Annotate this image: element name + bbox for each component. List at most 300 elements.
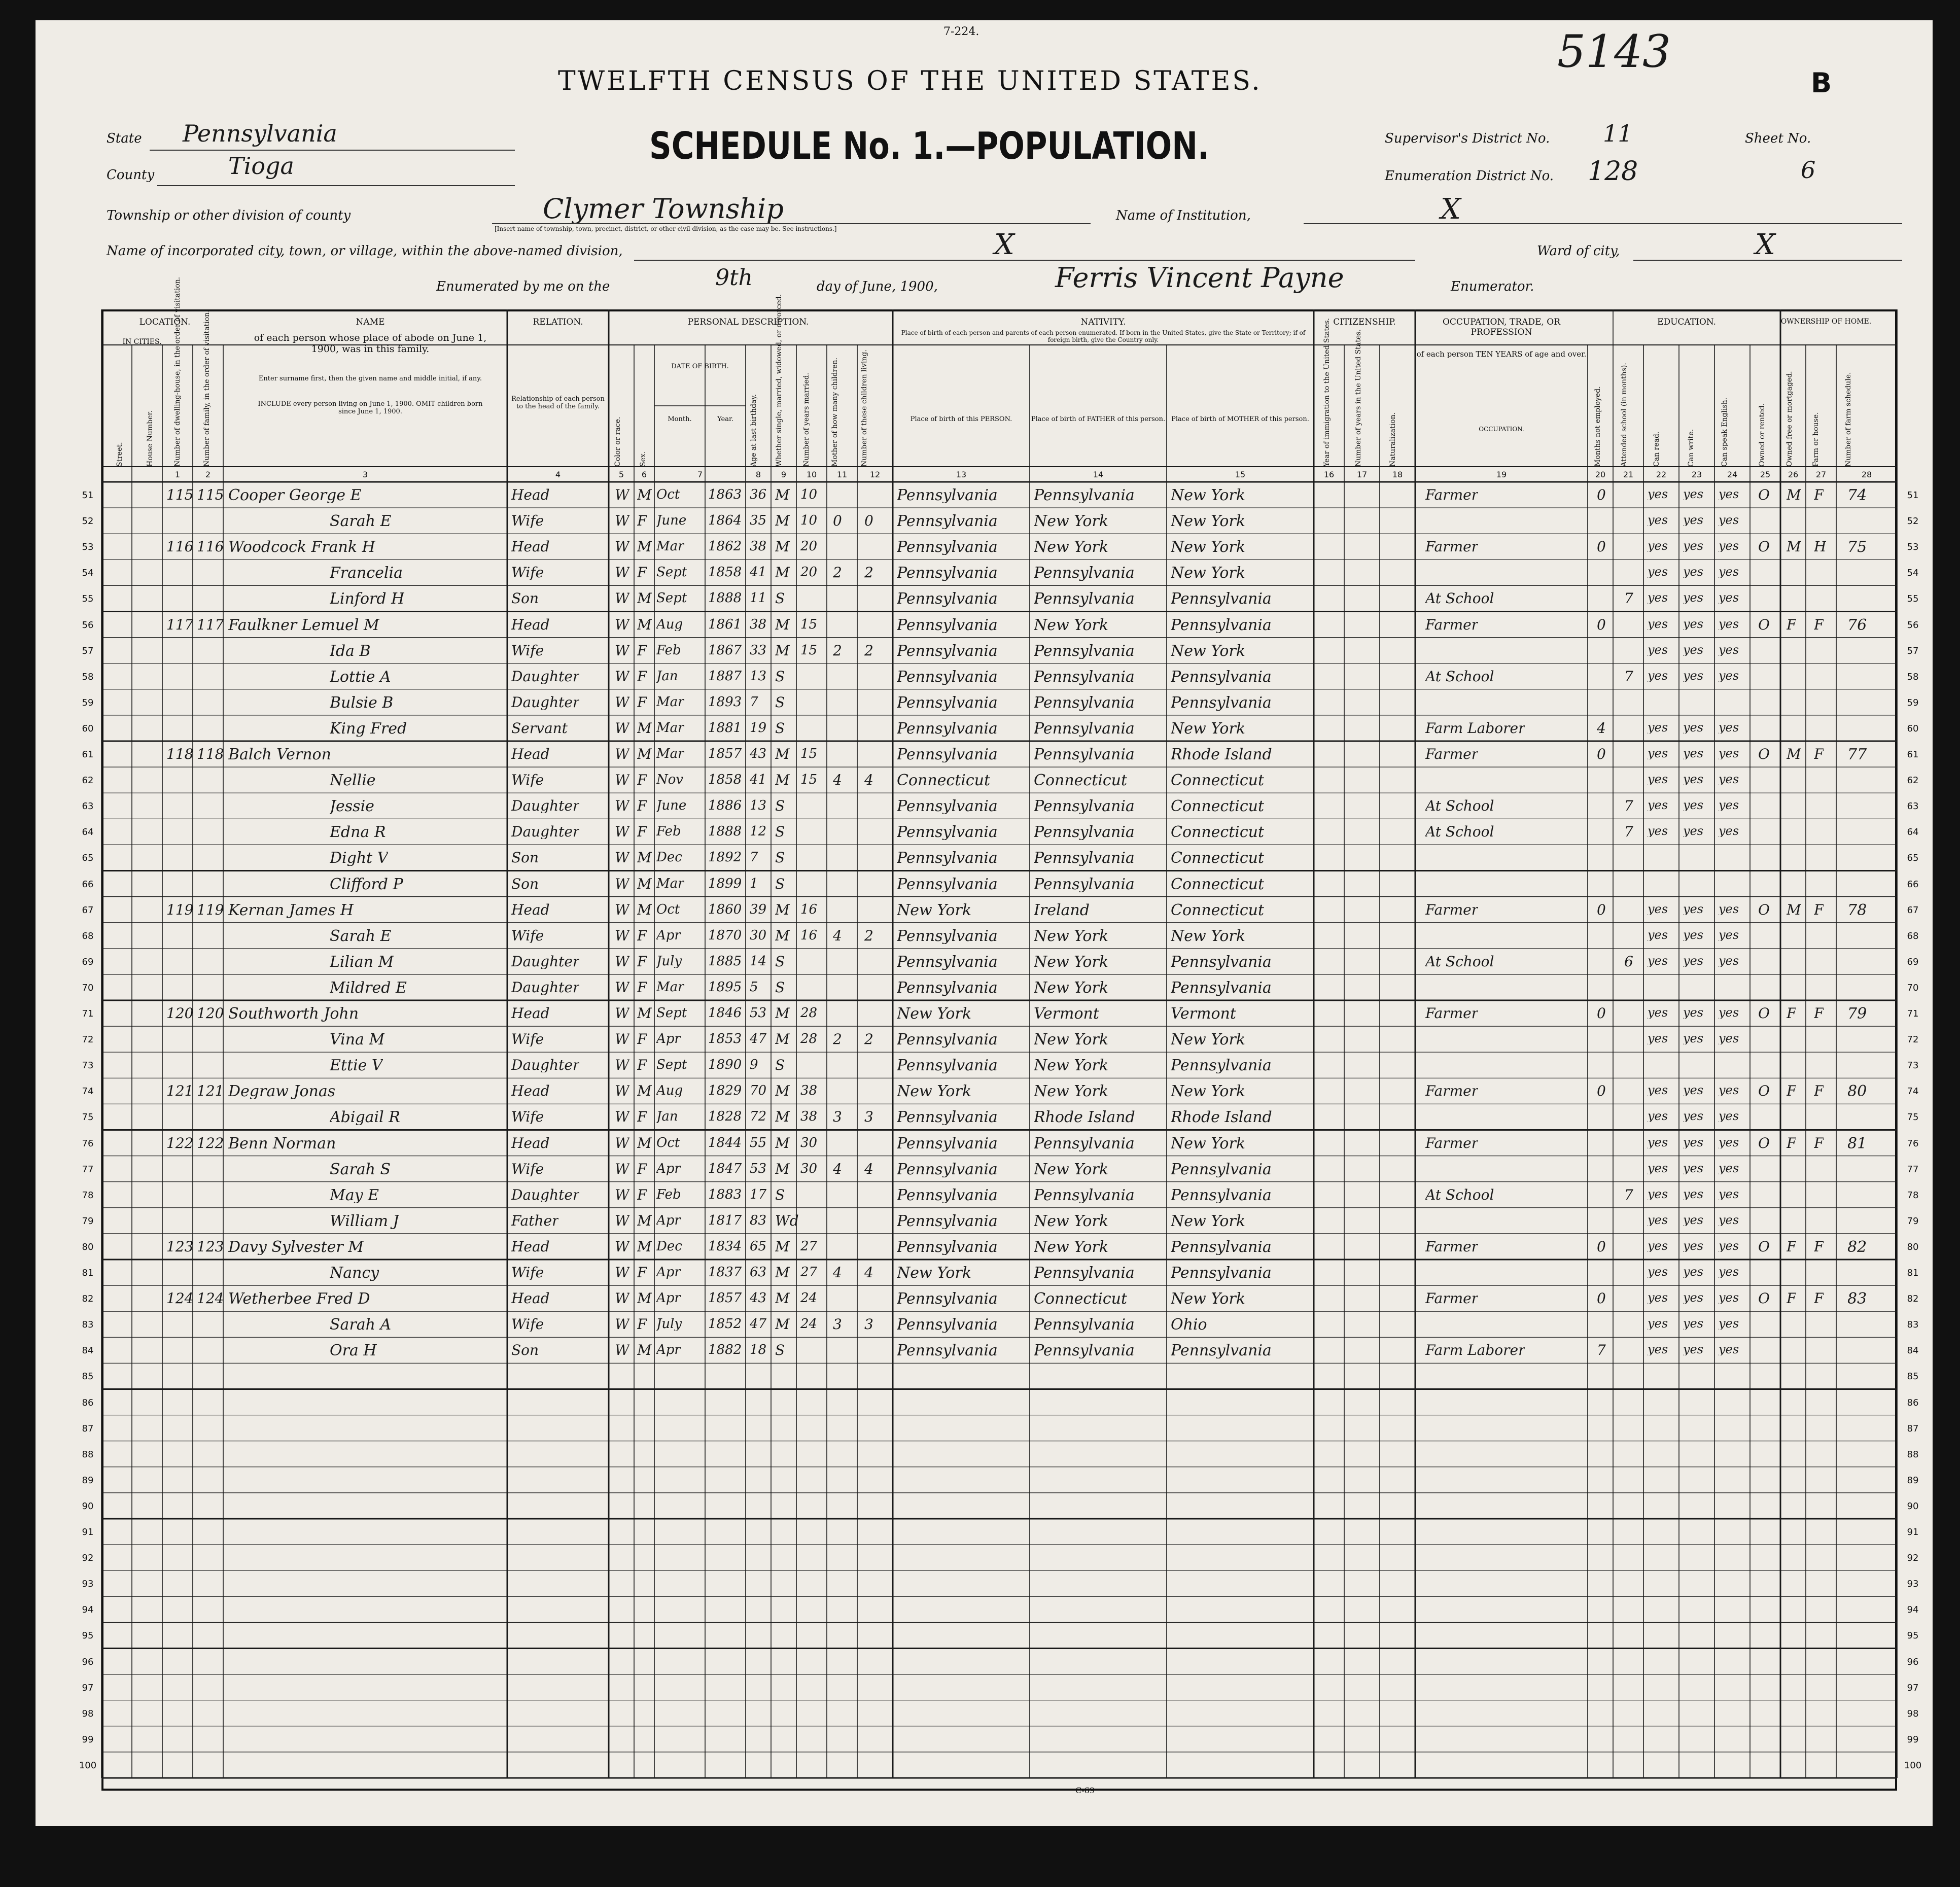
- cell-sex: F: [637, 980, 647, 995]
- cell-farm: F: [1814, 617, 1824, 632]
- cell-marital: M: [775, 643, 790, 658]
- line-number-left: 72: [82, 1034, 94, 1045]
- cell-sex: F: [637, 799, 647, 814]
- line-number-right: 58: [1907, 671, 1919, 682]
- cell-schedule: 80: [1847, 1084, 1867, 1100]
- cell-color: W: [615, 928, 629, 943]
- cell-year: 1837: [708, 1266, 742, 1279]
- cell-pob: Pennsylvania: [897, 695, 998, 711]
- cell-pob-father: Pennsylvania: [1034, 488, 1135, 503]
- cell-years-married: 10: [800, 488, 818, 501]
- cell-pob: Pennsylvania: [897, 747, 998, 762]
- cell-month: Oct: [656, 902, 680, 916]
- cell-pob-father: Rhode Island: [1034, 1110, 1135, 1126]
- cell-read: yes: [1648, 928, 1668, 941]
- line-number-right: 62: [1907, 775, 1919, 786]
- column-number: 23: [1691, 470, 1702, 479]
- line-number-left: 94: [82, 1604, 94, 1616]
- cell-farm: F: [1814, 1239, 1824, 1254]
- cell-relation: Head: [511, 1239, 550, 1254]
- cell-year: 1857: [708, 747, 742, 760]
- cell-month: June: [656, 514, 687, 528]
- cell-read: yes: [1648, 1213, 1668, 1226]
- cell-marital: M: [775, 1266, 790, 1280]
- cell-age: 5: [750, 980, 758, 994]
- city-value: X: [994, 228, 1014, 261]
- supervisor-label: Supervisor's District No.: [1385, 131, 1550, 146]
- cell-family: 121: [197, 1084, 224, 1099]
- cell-read: yes: [1648, 566, 1668, 578]
- line-number-left: 83: [82, 1319, 94, 1331]
- cell-own: O: [1758, 540, 1770, 554]
- cell-year: 1858: [708, 773, 742, 787]
- column-number: 22: [1656, 470, 1667, 479]
- cell-sex: M: [637, 721, 652, 736]
- occupation-subheader: OCCUPATION.: [1479, 426, 1524, 433]
- cell-pob: Pennsylvania: [897, 617, 998, 633]
- cell-year: 1888: [708, 591, 742, 605]
- sheet-letter: B: [1811, 67, 1832, 99]
- line-number-left: 54: [82, 568, 94, 579]
- line-number-left: 63: [82, 801, 94, 812]
- form-number: 7-224.: [943, 25, 979, 38]
- ed-value: 128: [1588, 156, 1638, 187]
- cell-family: 117: [197, 617, 224, 632]
- cell-name: Francelia: [330, 566, 403, 581]
- cell-write: yes: [1683, 1162, 1704, 1174]
- cell-schedule: 77: [1847, 747, 1867, 762]
- line-number-right: 93: [1907, 1579, 1919, 1590]
- line-number-left: 95: [82, 1630, 94, 1641]
- cell-write: yes: [1683, 488, 1704, 500]
- cell-pob: Pennsylvania: [897, 1343, 998, 1359]
- cell-occupation: At School: [1425, 669, 1494, 684]
- line-number-right: 68: [1907, 930, 1919, 941]
- cell-dwelling: 115: [166, 488, 194, 502]
- cell-dwelling: 122: [166, 1136, 194, 1150]
- cell-name: Vina M: [330, 1032, 385, 1048]
- line-number-right: 74: [1907, 1086, 1919, 1097]
- cell-school: 7: [1624, 669, 1633, 684]
- cell-pob-father: New York: [1034, 617, 1108, 633]
- state-label: State: [107, 131, 142, 146]
- line-number-left: 70: [82, 982, 94, 993]
- cell-read: yes: [1648, 1032, 1668, 1045]
- cell-read: yes: [1648, 540, 1668, 552]
- line-number-right: 85: [1907, 1371, 1919, 1382]
- cell-pob: Pennsylvania: [897, 1213, 998, 1229]
- cell-occupation: At School: [1425, 1187, 1494, 1202]
- cell-schedule: 76: [1847, 617, 1867, 633]
- cell-relation: Father: [511, 1213, 559, 1228]
- line-number-left: 88: [82, 1449, 94, 1460]
- cell-schedule: 83: [1847, 1291, 1867, 1307]
- cell-speak: yes: [1719, 1317, 1739, 1330]
- cell-speak: yes: [1719, 488, 1739, 500]
- dob-month: Month.: [668, 415, 692, 423]
- cell-name: Benn Norman: [228, 1136, 336, 1151]
- cell-sex: M: [637, 540, 652, 554]
- cell-relation: Wife: [511, 1317, 544, 1332]
- line-number-left: 92: [82, 1553, 94, 1564]
- cell-read: yes: [1648, 954, 1668, 967]
- cell-unemployed: 0: [1597, 1291, 1606, 1306]
- township-value: Clymer Township: [543, 193, 784, 225]
- cell-farm: F: [1814, 902, 1824, 917]
- cell-mother-of: 2: [833, 1032, 842, 1047]
- cell-write: yes: [1683, 825, 1704, 837]
- column-number: 24: [1727, 470, 1738, 479]
- group-education: EDUCATION.: [1657, 317, 1716, 327]
- cell-speak: yes: [1719, 669, 1739, 682]
- cell-pob: Pennsylvania: [897, 1032, 998, 1048]
- cell-speak: yes: [1719, 1266, 1739, 1278]
- cell-unemployed: 0: [1597, 617, 1606, 632]
- cell-write: yes: [1683, 617, 1704, 630]
- line-number-right: 78: [1907, 1190, 1919, 1201]
- cell-free: F: [1787, 1136, 1797, 1150]
- cell-school: 6: [1624, 954, 1633, 969]
- cell-color: W: [615, 669, 629, 684]
- cell-family: 116: [197, 540, 224, 554]
- cell-read: yes: [1648, 1136, 1668, 1148]
- line-number-left: 53: [82, 542, 94, 553]
- column-number: 15: [1235, 470, 1246, 479]
- cell-pob: Pennsylvania: [897, 1136, 998, 1151]
- line-number-left: 81: [82, 1268, 94, 1278]
- line-number-left: 98: [82, 1708, 94, 1719]
- cell-year: 1853: [708, 1032, 742, 1046]
- census-title: TWELFTH CENSUS OF THE UNITED STATES.: [558, 66, 1262, 96]
- cell-pob-mother: Pennsylvania: [1171, 1187, 1272, 1203]
- cell-sex: M: [637, 1291, 652, 1306]
- line-number-left: 59: [82, 697, 94, 708]
- cell-sex: F: [637, 1187, 647, 1202]
- cell-pob-mother: Connecticut: [1171, 851, 1265, 866]
- cell-color: W: [615, 1058, 629, 1073]
- cell-occupation: At School: [1425, 954, 1494, 969]
- cell-name: Jessie: [330, 799, 374, 815]
- cell-name: Edna R: [330, 825, 386, 841]
- cell-speak: yes: [1719, 825, 1739, 837]
- cell-own: O: [1758, 488, 1770, 502]
- vh-mother-of: Mother of how many children.: [831, 358, 839, 467]
- cell-month: Feb: [656, 825, 681, 838]
- township-label: Township or other division of county: [107, 208, 351, 223]
- line-number-left: 86: [82, 1397, 94, 1408]
- cell-sex: F: [637, 954, 647, 969]
- cell-age: 83: [750, 1213, 767, 1227]
- cell-pob: New York: [897, 902, 971, 918]
- column-number: 2: [205, 470, 211, 479]
- cell-relation: Head: [511, 1136, 550, 1150]
- cell-name: Ida B: [330, 643, 371, 659]
- cell-years-married: 27: [800, 1239, 818, 1253]
- column-number: 10: [806, 470, 817, 479]
- cell-month: Oct: [656, 488, 680, 501]
- cell-year: 1895: [708, 980, 742, 994]
- column-number: 8: [755, 470, 761, 479]
- cell-write: yes: [1683, 1239, 1704, 1252]
- line-number-right: 66: [1907, 879, 1919, 890]
- cell-relation: Daughter: [511, 669, 580, 684]
- city-label: Name of incorporated city, town, or village, within the above-named division,: [107, 243, 623, 259]
- cell-year: 1890: [708, 1058, 742, 1072]
- cell-age: 18: [750, 1343, 767, 1357]
- cell-family: 124: [197, 1291, 224, 1306]
- cell-schedule: 75: [1847, 540, 1867, 555]
- cell-name: May E: [330, 1187, 379, 1203]
- cell-read: yes: [1648, 514, 1668, 527]
- cell-sex: F: [637, 1266, 647, 1280]
- cell-relation: Wife: [511, 566, 544, 580]
- vh-sex: Sex.: [639, 451, 647, 467]
- line-number-right: 81: [1907, 1268, 1919, 1278]
- cell-pob-father: Pennsylvania: [1034, 669, 1135, 685]
- line-number-left: 68: [82, 930, 94, 941]
- sheet-value: 6: [1801, 156, 1816, 184]
- cell-pob-mother: Connecticut: [1171, 902, 1265, 918]
- group-ownership: OWNERSHIP OF HOME.: [1780, 318, 1872, 326]
- cell-month: Feb: [656, 643, 681, 657]
- cell-occupation: Farmer: [1425, 747, 1479, 761]
- stamp-number: 5143: [1557, 25, 1671, 78]
- cell-age: 53: [750, 1162, 767, 1175]
- county-label: County: [107, 167, 155, 183]
- cell-write: yes: [1683, 721, 1704, 733]
- cell-sex: F: [637, 514, 647, 529]
- cell-speak: yes: [1719, 617, 1739, 630]
- cell-relation: Wife: [511, 1266, 544, 1280]
- cell-month: Dec: [656, 851, 682, 864]
- cell-own: O: [1758, 1084, 1770, 1099]
- cell-age: 11: [750, 591, 767, 605]
- cell-family: 118: [197, 747, 224, 761]
- cell-month: Aug: [656, 617, 683, 631]
- cell-marital: M: [775, 1317, 790, 1332]
- line-number-right: 99: [1907, 1734, 1919, 1745]
- cell-pob-mother: Vermont: [1171, 1006, 1236, 1022]
- cell-marital: S: [775, 825, 785, 840]
- line-number-left: 80: [82, 1241, 94, 1252]
- column-number: 4: [555, 470, 561, 479]
- column-number: 18: [1392, 470, 1403, 479]
- cell-relation: Daughter: [511, 799, 580, 814]
- cell-month: Apr: [656, 1213, 681, 1227]
- date-of-birth: DATE OF BIRTH.: [671, 363, 729, 370]
- cell-speak: yes: [1719, 954, 1739, 967]
- pob-person-header: Place of birth of this PERSON.: [910, 415, 1012, 423]
- cell-write: yes: [1683, 928, 1704, 941]
- cell-sex: F: [637, 695, 647, 710]
- cell-speak: yes: [1719, 1187, 1739, 1200]
- cell-occupation: At School: [1425, 799, 1494, 814]
- cell-month: Oct: [656, 1136, 680, 1149]
- line-number-right: 56: [1907, 619, 1919, 631]
- cell-schedule: 74: [1847, 488, 1867, 503]
- cell-color: W: [615, 877, 629, 891]
- cell-write: yes: [1683, 643, 1704, 656]
- cell-pob-mother: New York: [1171, 1291, 1245, 1307]
- vh-can-read: Can read.: [1653, 431, 1661, 467]
- cell-relation: Wife: [511, 1162, 544, 1176]
- cell-name: Sarah S: [330, 1162, 391, 1177]
- cell-color: W: [615, 591, 629, 606]
- line-number-right: 76: [1907, 1138, 1919, 1149]
- cell-relation: Son: [511, 877, 539, 891]
- vh-marital: Whether single, married, widowed, or divorced.: [775, 294, 783, 467]
- relation-description: Relationship of each person to the head of the family.: [511, 395, 605, 410]
- cell-read: yes: [1648, 617, 1668, 630]
- cell-living: 4: [864, 773, 873, 788]
- county-value: Tioga: [228, 152, 294, 180]
- cell-color: W: [615, 747, 629, 761]
- cell-year: 1867: [708, 643, 742, 657]
- cell-year: 1844: [708, 1136, 742, 1149]
- cell-read: yes: [1648, 669, 1668, 682]
- line-number-right: 88: [1907, 1449, 1919, 1460]
- cell-read: yes: [1648, 902, 1668, 915]
- cell-name: Lottie A: [330, 669, 391, 685]
- cell-pob-mother: Pennsylvania: [1171, 954, 1272, 970]
- cell-living: 4: [864, 1266, 873, 1280]
- cell-pob: Pennsylvania: [897, 1058, 998, 1074]
- name-instructions: Enter surname first, then the given name and middle initial, if any.: [258, 375, 482, 382]
- cell-write: yes: [1683, 1084, 1704, 1097]
- cell-mother-of: 2: [833, 643, 842, 658]
- cell-free: F: [1787, 1291, 1797, 1306]
- cell-color: W: [615, 851, 629, 865]
- cell-dwelling: 118: [166, 747, 194, 761]
- township-note: [Insert name of township, town, precinct, district, or other civil division, as the case may be. See instructions.]: [495, 225, 837, 232]
- cell-read: yes: [1648, 1084, 1668, 1097]
- line-number-right: 82: [1907, 1294, 1919, 1305]
- vh-family: Number of family, in the order of visitation.: [203, 310, 211, 467]
- cell-farm: F: [1814, 1084, 1824, 1099]
- cell-color: W: [615, 799, 629, 814]
- cell-name: Faulkner Lemuel M: [228, 617, 379, 633]
- cell-dwelling: 123: [166, 1239, 194, 1254]
- cell-sex: M: [637, 1136, 652, 1150]
- group-occupation: OCCUPATION, TRADE, OR PROFESSION: [1442, 317, 1561, 337]
- cell-month: July: [656, 954, 682, 968]
- cell-year: 1860: [708, 902, 742, 916]
- cell-free: M: [1787, 488, 1801, 502]
- cell-month: Mar: [656, 721, 684, 735]
- cell-pob: Pennsylvania: [897, 591, 998, 607]
- vh-house: House Number.: [146, 410, 154, 467]
- column-number: 5: [618, 470, 624, 479]
- cell-age: 36: [750, 488, 767, 501]
- cell-pob-father: Pennsylvania: [1034, 877, 1135, 892]
- cell-color: W: [615, 617, 629, 632]
- cell-farm: H: [1814, 540, 1827, 554]
- cell-name: Bulsie B: [330, 695, 394, 711]
- cell-relation: Daughter: [511, 695, 580, 710]
- cell-living: 4: [864, 1162, 873, 1176]
- cell-name: Nellie: [330, 773, 376, 789]
- cell-color: W: [615, 1213, 629, 1228]
- line-number-left: 87: [82, 1423, 94, 1434]
- cell-schedule: 81: [1847, 1136, 1867, 1151]
- cell-speak: yes: [1719, 540, 1739, 552]
- line-number-left: 96: [82, 1656, 94, 1667]
- column-number: 25: [1760, 470, 1771, 479]
- cell-year: 1858: [708, 566, 742, 579]
- cell-mother-of: 4: [833, 1162, 842, 1176]
- cell-color: W: [615, 488, 629, 502]
- supervisor-value: 11: [1603, 120, 1633, 147]
- cell-year: 1888: [708, 825, 742, 838]
- state-value: Pennsylvania: [183, 120, 337, 147]
- cell-color: W: [615, 773, 629, 788]
- cell-speak: yes: [1719, 1110, 1739, 1123]
- cell-relation: Head: [511, 617, 550, 632]
- cell-occupation: Farmer: [1425, 1291, 1479, 1306]
- cell-dwelling: 124: [166, 1291, 194, 1306]
- cell-marital: M: [775, 1162, 790, 1176]
- cell-pob: Pennsylvania: [897, 954, 998, 970]
- cell-write: yes: [1683, 1291, 1704, 1304]
- cell-pob-mother: Pennsylvania: [1171, 980, 1272, 996]
- cell-free: F: [1787, 617, 1797, 632]
- cell-pob: New York: [897, 1084, 971, 1100]
- cell-pob-mother: New York: [1171, 721, 1245, 737]
- cell-marital: M: [775, 773, 790, 788]
- cell-unemployed: 4: [1597, 721, 1606, 736]
- column-number: 16: [1323, 470, 1335, 479]
- line-number-left: 74: [82, 1086, 94, 1097]
- cell-pob: Pennsylvania: [897, 980, 998, 996]
- cell-year: 1881: [708, 721, 742, 735]
- cell-year: 1892: [708, 851, 742, 864]
- cell-years-married: 27: [800, 1266, 818, 1279]
- vh-attended: Attended school (in months).: [1620, 363, 1628, 467]
- group-personal: PERSONAL DESCRIPTION.: [687, 317, 809, 327]
- line-number-left: 52: [82, 516, 94, 527]
- column-number: 21: [1623, 470, 1634, 479]
- cell-read: yes: [1648, 747, 1668, 759]
- cell-mother-of: 3: [833, 1317, 842, 1332]
- footer-code: C-69: [1075, 1786, 1095, 1795]
- cell-pob: Pennsylvania: [897, 1291, 998, 1307]
- cell-dwelling: 119: [166, 902, 194, 917]
- cell-years-married: 24: [800, 1291, 818, 1305]
- cell-occupation: Farm Laborer: [1425, 721, 1525, 736]
- line-number-left: 75: [82, 1112, 94, 1123]
- cell-month: Sept: [656, 1006, 687, 1020]
- cell-write: yes: [1683, 747, 1704, 759]
- line-number-right: 97: [1907, 1682, 1919, 1693]
- cell-pob: Pennsylvania: [897, 669, 998, 685]
- line-number-right: 54: [1907, 568, 1919, 579]
- cell-month: Apr: [656, 1162, 681, 1175]
- line-number-left: 99: [82, 1734, 94, 1745]
- cell-month: Mar: [656, 980, 684, 994]
- cell-marital: M: [775, 902, 790, 917]
- cell-speak: yes: [1719, 566, 1739, 578]
- cell-occupation: Farmer: [1425, 1006, 1479, 1021]
- cell-living: 2: [864, 566, 873, 580]
- cell-month: Nov: [656, 773, 684, 787]
- cell-relation: Daughter: [511, 825, 580, 840]
- cell-speak: yes: [1719, 773, 1739, 786]
- cell-pob-father: Connecticut: [1034, 1291, 1128, 1307]
- cell-sex: F: [637, 669, 647, 684]
- vh-can-write: Can write.: [1687, 429, 1695, 467]
- pob-father-header: Place of birth of FATHER of this person.: [1031, 415, 1166, 423]
- cell-marital: Wd: [775, 1213, 799, 1228]
